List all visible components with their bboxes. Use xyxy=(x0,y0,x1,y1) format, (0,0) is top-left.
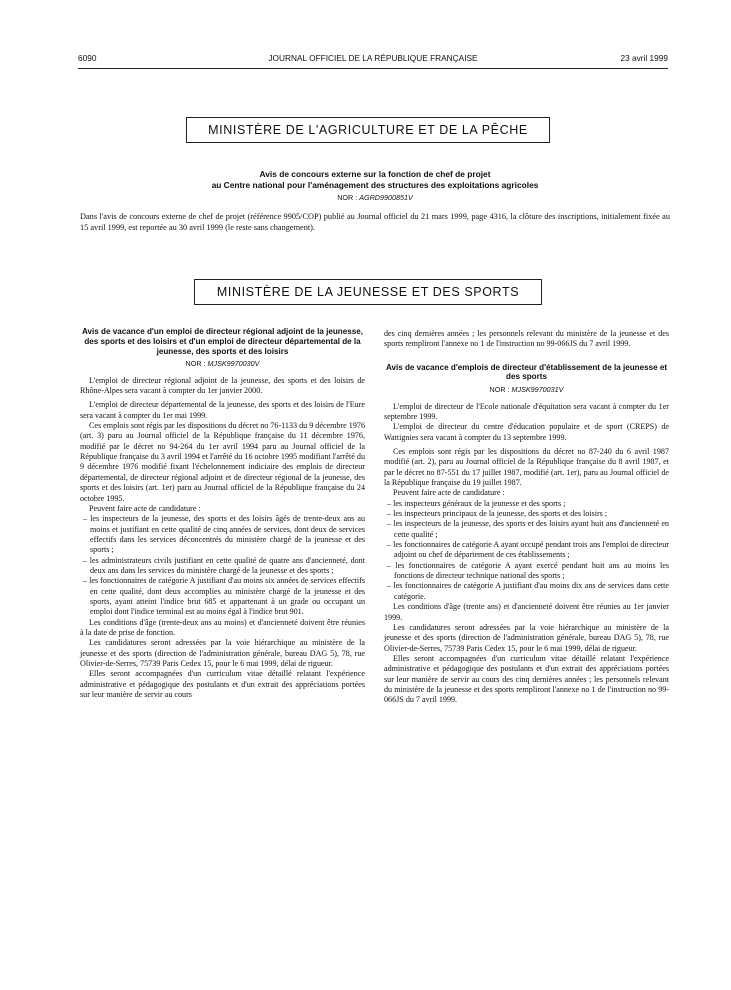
nor-reference-agriculture xyxy=(80,193,670,202)
avis-title-line-2: au Centre national pour l'aménagement des structures des exploitations agricoles xyxy=(211,179,539,190)
paragraph: Ces emplois sont régis par les dispositions du décret no 87-240 du 6 avril 1987 modifié (art. 2), paru au Journal officiel de la République française du 8 avril 1987, et par le décret no 87-551 du 17 juillet 1987, modifié (art. 1er), paru au Journal officiel de la République française du 19 juillet 1987. xyxy=(384,447,669,488)
avis-title-agriculture xyxy=(80,169,670,190)
page-number: 6090 xyxy=(78,53,97,63)
nor-label: NOR : xyxy=(489,385,510,395)
list-item: – les inspecteurs de la jeunesse, des sports et des loisirs ayant huit ans d'ancienneté en cette qualité ; xyxy=(384,519,669,540)
ministry-heading-jeunesse: MINISTÈRE DE LA JEUNESSE ET DES SPORTS xyxy=(194,279,542,305)
nor-reference-etablissement xyxy=(384,385,669,395)
candidate-list xyxy=(80,514,365,617)
paragraph: Peuvent faire acte de candidature : xyxy=(393,488,505,498)
paragraph: Peuvent faire acte de candidature : xyxy=(89,503,201,513)
page-header xyxy=(78,53,668,67)
nor-label: NOR : xyxy=(337,193,358,202)
nor-reference-regional xyxy=(80,359,365,369)
list-item: – les fonctionnaires de catégorie A ayant occupé pendant trois ans l'emploi de directeur adjoint ou chef de département de ces établissements ; xyxy=(384,540,669,561)
avis-body-agriculture: Dans l'avis de concours externe de chef de projet (référence 9905/COP) publié au Journal officiel du 21 mars 1999, page 4316, la clôture des inscriptions, initialement fixée au 15 avril 1999, est reportée au 30 avril 1999 (le reste sans changement). xyxy=(80,212,670,232)
avis-title-line-1: Avis de concours externe sur la fonction de chef de projet xyxy=(259,169,491,179)
list-item: – les fonctionnaires de catégorie A ayant exercé pendant huit ans au moins les fonctions de directeur technique national des sports ; xyxy=(384,561,669,582)
publication-date: 23 avril 1999 xyxy=(620,53,668,63)
column-left xyxy=(80,327,365,700)
paragraph: L'emploi de directeur de l'Ecole nationale d'équitation sera vacant à compter du 1er septembre 1999. xyxy=(384,401,669,421)
journal-title: JOURNAL OFFICIEL DE LA RÉPUBLIQUE FRANÇAISE xyxy=(268,53,478,63)
header-rule xyxy=(78,68,668,69)
column-right xyxy=(384,329,669,706)
paragraph: L'emploi de directeur régional adjoint de la jeunesse, des sports et des loisirs de Rhône-Alpes sera vacant à compter du 1er janvier 2000. xyxy=(80,375,365,396)
nor-code: AGRD9900851V xyxy=(359,193,413,202)
paragraph-continued: des cinq dernières années ; les personnels relevant du ministère de la jeunesse et des sports rempliront l'annexe no 1 de l'instruction no 99-066JS du 7 avril 1999. xyxy=(384,329,669,349)
list-item: – les inspecteurs principaux de la jeunesse, des sports et des loisirs ; xyxy=(384,509,669,519)
paragraph: Les candidatures seront adressées par la voie hiérarchique au ministère de la jeunesse et des sports (direction de l'administration générale, bureau DAG 5), 78, rue Olivier-de-Serres, 75739 Paris Cedex 15, pour le 6 mai 1999, délai de rigueur. xyxy=(384,622,669,653)
paragraph: L'emploi de directeur du centre d'éducation populaire et de sport (CREPS) de Wattignies sera vacant à compter du 13 septembre 1999. xyxy=(384,422,669,442)
ministry-heading-agriculture: MINISTÈRE DE L'AGRICULTURE ET DE LA PÊCHE xyxy=(186,117,550,143)
list-item: – les inspecteurs généraux de la jeunesse et des sports ; xyxy=(384,499,669,509)
paragraph: Les conditions d'âge (trente-deux ans au moins) et d'ancienneté doivent être réunies à la date de prise de fonction. xyxy=(80,617,365,637)
paragraph: Les candidatures seront adressées par la voie hiérarchique au ministère de la jeunesse et des sports (direction de l'administration générale, bureau DAG 5), 78, rue Olivier-de-Serres, 75739 Paris Cedex 15, pour le 6 mai 1999, délai de rigueur. xyxy=(80,638,365,669)
nor-code: MJSK9970031V xyxy=(511,385,564,395)
list-item: – les inspecteurs de la jeunesse, des sports et des loisirs âgés de trente-deux ans au moins et justifiant en cette qualité de cinq années de services, dont deux de services effectifs dans les services déconcentrés du ministère chargé de la jeunesse et des sports ; xyxy=(80,514,365,555)
paragraph: Elles seront accompagnées d'un curriculum vitae détaillé relatant l'expérience administrative et pédagogique des postulants et d'un extrait des appréciations portées sur leur manière de servir au cours des cinq dernières années ; les personnels relevant du ministère de la jeunesse et des sports rempliront l'annexe no 1 de l'instruction no 99-066JS du 7 avril 1999. xyxy=(384,653,669,705)
avis-title-regional: Avis de vacance d'un emploi de directeur régional adjoint de la jeunesse, des sports et des loisirs et d'un emploi de directeur départemental de la jeunesse, des sports et des loisirs xyxy=(82,327,363,356)
nor-label: NOR : xyxy=(185,359,206,369)
nor-code: MJSK9970030V xyxy=(207,359,260,369)
avis-title-etablissement: Avis de vacance d'emplois de directeur d'établissement de la jeunesse et des sports xyxy=(385,362,668,382)
paragraph: Elles seront accompagnées d'un curriculum vitae détaillé relatant l'expérience administrative et pédagogique des postulants et d'un extrait des appréciations portées sur leur manière de servir au cours xyxy=(80,669,365,700)
paragraph: Les conditions d'âge (trente ans) et d'ancienneté doivent être réunies au 1er janvier 1999. xyxy=(384,602,669,622)
paragraph: Ces emplois sont régis par les dispositions du décret no 76-1133 du 9 décembre 1976 (art. 3) paru au Journal officiel de la République française du 11 décembre 1976, modifié par le décret no 94-264 du 1er avril 1994 paru au Journal officiel de la République française du 3 avril 1994 et l'arrêté du 16 octobre 1995 modifiant l'arrêté du 9 décembre 1976 modifié fixant l'échelonnement indiciaire des emplois de directeur départemental, de directeur régional adjoint et de directeur régional de la jeunesse, des sports et des loisirs (art. 1er) paru au Journal officiel de la République française du 24 octobre 1995. xyxy=(80,421,365,503)
list-item: – les fonctionnaires de catégorie A justifiant d'au moins dix ans de services dans cette catégorie. xyxy=(384,581,669,602)
candidate-list xyxy=(384,499,669,602)
list-item: – les fonctionnaires de catégorie A justifiant d'au moins six années de services effectifs en cette qualité, dont deux accomplies au ministère chargé de la jeunesse et des sports, ayant atteint l'indice brut 685 et appartenant à un grade ou occupant un emploi dont l'indice terminal est au moins égal à l'indice brut 901. xyxy=(80,576,365,617)
list-item: – les administrateurs civils justifiant en cette qualité de quatre ans d'ancienneté, dont deux ans dans les services du ministère chargé de la jeunesse et des sports ; xyxy=(80,556,365,577)
paragraph: L'emploi de directeur départemental de la jeunesse, des sports et des loisirs de l'Eure sera vacant à compter du 1er mai 1999. xyxy=(80,400,365,420)
